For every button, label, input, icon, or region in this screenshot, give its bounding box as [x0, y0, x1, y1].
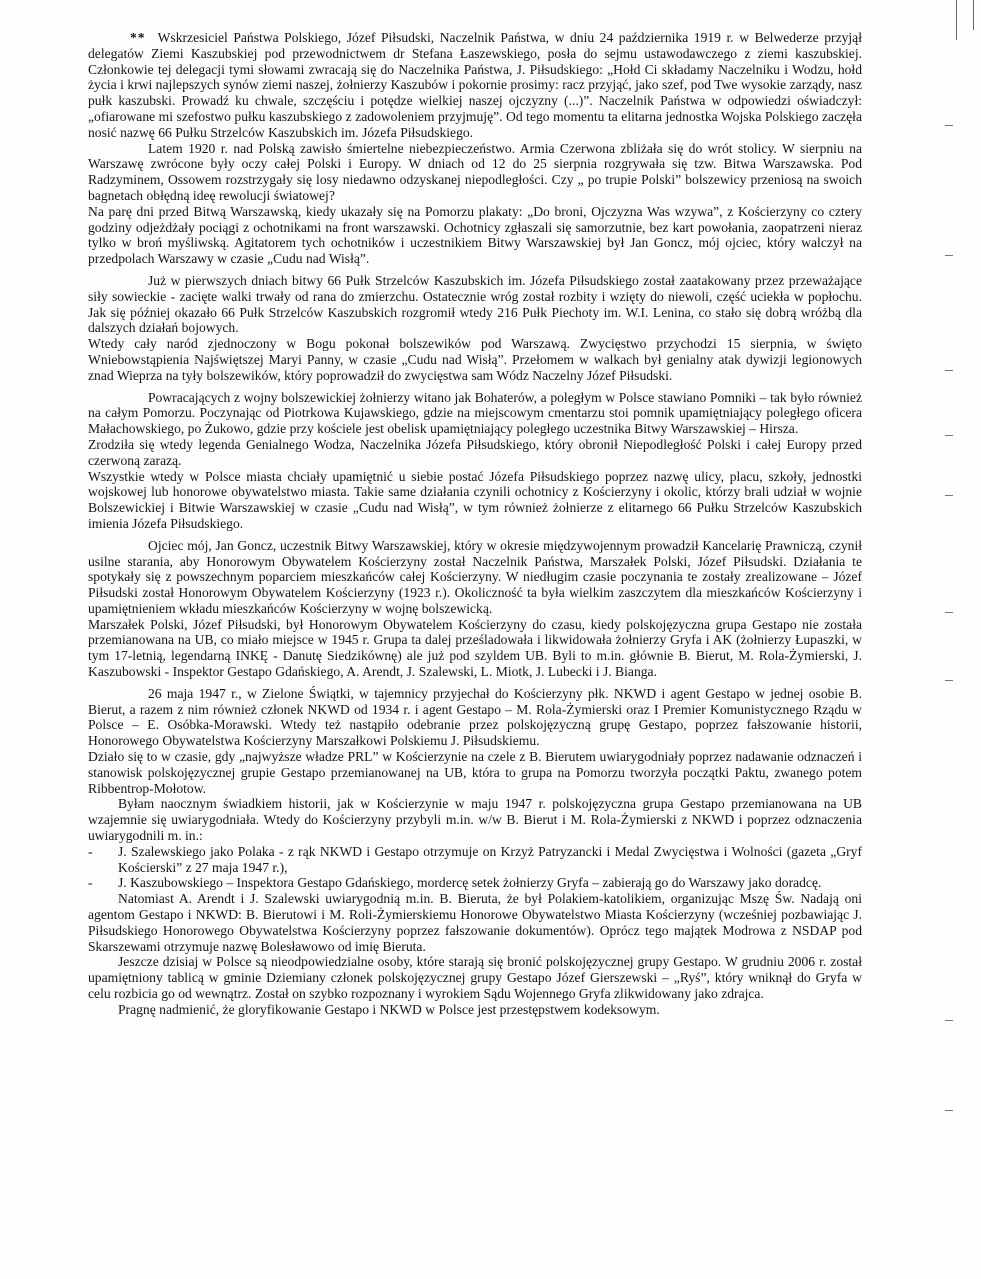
scan-edge-mark [945, 125, 953, 126]
list-bullet: - [88, 843, 93, 859]
scan-edge-mark [945, 435, 953, 436]
paragraph-4: Już w pierwszych dniach bitwy 66 Pułk Strzelców Kaszubskich im. Józefa Piłsudskiego został zaatakowany przez przeważające siły sowieckie - zacięte walki trwały od rana do zmierzchu. Ostatecznie wróg został rozbity i wzięty do niewoli, część uciekła w popłochu. Jak się później okazało 66 Pułk Strzelców Kaszubskich rozgromił wtedy 216 Pułk Piechoty im. W.I. Lenina, co stało się dobrą wróżbą dla dalszych działań bojowych. [88, 272, 862, 336]
paragraph-5: Wtedy cały naród zjednoczony w Bogu pokonał bolszewików pod Warszawą. Zwycięstwo przychodzi 15 sierpnia, w święto Wniebowstąpienia Najświętszej Maryi Panny, w czasie „Cudu nad Wisłą”. Przełomem w walkach był genialny atak dywizji legionowych znad Wieprza na tyły bolszewików, który poprowadził do zwycięstwa sam Wódz Naczelny Józef Piłsudski. [88, 336, 862, 383]
scan-edge-mark [945, 612, 953, 613]
closing-paragraph-3: Pragnę nadmienić, że gloryfikowanie Gestapo i NKWD w Polsce jest przestępstwem kodeksowym. [118, 1001, 660, 1017]
paragraph-8: Wszystkie wtedy w Polsce miasta chciały upamiętnić u siebie postać Józefa Piłsudskiego poprzez nazwę ulicy, placu, szkoły, jednostki wojskowej lub honorowe obywatelstwo miasta. Takie same działania czynili ochotnicy z Kościerzyny i okolic, którzy brali udział w wojnie Bolszewickiej i Bitwie Warszawskiej w czasie „Cudu nad Wisłą”, w tym również żołnierze z elitarnego 66 Pułku Strzelców Kaszubskich imienia Józefa Piłsudskiego. [88, 468, 862, 531]
paragraph-7: Zrodziła się wtedy legenda Genialnego Wodza, Naczelnika Józefa Piłsudskiego, który obronił Niepodległość Polski i całej Europy przed czerwoną zarazą. [88, 436, 862, 468]
paragraph-6: Powracających z wojny bolszewickiej żołnierzy witano jak Bohaterów, a poległym w Polsce stawiano Pomniki – tak było również na całym Pomorzu. Poczynając od Piotrkowa Kujawskiego, gdzie na miejscowym cmentarzu stoi pomnik upamiętniający poległego oficera Małachowskiego, po Żukowo, gdzie przy kościele jest obelisk upamiętniający poległego uczestnika Bitwy Warszawskiej – Hirsza. [88, 389, 862, 437]
list-item [88, 844, 862, 876]
list-item-text: J. Szalewskiego jako Polaka - z rąk NKWD i Gestapo otrzymuje on Krzyż Patryzancki i Medal Zwycięstwa i Wolności (gazeta „Gryf Kościerski” z 27 maja 1947 r.), [118, 843, 862, 875]
closing-paragraph-2: Jeszcze dzisiaj w Polsce są nieodpowiedzialne osoby, które starają się bronić polskojęzycznej grupy Gestapo. W grudniu 2006 r. został upamiętniony tablicą w gminie Dziemiany członek polskojęzycznej grupy Gestapo Józef Gierszewski – „Ryś”, który wniknął do Gryfa w celu rozbicia go od wewnątrz. Został on szybko rozpoznany i wyrokiem Sądu Wojennego Gryfa zlikwidowany jako zdrajca. [88, 954, 862, 1002]
scan-margin-marks [941, 0, 981, 1279]
paragraph-12: Działo się to w czasie, gdy „najwyższe władze PRL” w Kościerzynie na czele z B. Bierutem uwiarygodniały poprzez nadawanie odznaczeń i stanowisk polskojęzycznej grupie Gestapo przemianowanej na UB, która to grupa na Pomorzu tworzyła początki Paktu, zwanego potem Ribbentrop-Mołotow. [88, 749, 862, 796]
lead-mark: ** [130, 30, 146, 45]
scan-edge-mark [945, 680, 953, 681]
document-page [88, 30, 862, 1018]
scan-edge-mark [956, 0, 957, 40]
paragraph-2: Latem 1920 r. nad Polską zawisło śmiertelne niebezpieczeństwo. Armia Czerwona zbliżała się do wrót stolicy. W sierpniu na Warszawę zwrócone były oczy całej Polski i Europy. W dniach od 12 do 25 sierpnia rozgrywała się tzw. Bitwa Warszawska. Pod Radzyminem, Ossowem rozstrzygały się losy niedawno odzyskanej niepodległości. Czy „ po trupie Polski” bolszewicy przeniosą na swoich bagnetach obłędną ideę rewolucji światowej? [88, 140, 862, 203]
list-bullet: - [88, 875, 93, 891]
scan-edge-mark [945, 1020, 953, 1021]
scan-edge-mark [945, 1110, 953, 1111]
list-item-text: J. Kaszubowskiego – Inspektora Gestapo Gdańskiego, mordercę setek żołnierzy Gryfa – zabierają go do Warszawy jako doradcę. [118, 875, 822, 891]
scan-edge-mark [973, 0, 974, 30]
scan-edge-mark [945, 495, 953, 496]
scan-edge-mark [945, 370, 953, 371]
paragraph-3: Na parę dni przed Bitwą Warszawską, kiedy ukazały się na Pomorzu plakaty: „Do broni, Ojczyzna Was wzywa”, z Kościerzyny co cztery godziny odjeżdżały pociągi z ochotnikami na front warszawski. Ochotnicy zgłaszali się samorzutnie, bez kart powołania, zaopatrzeni nieraz tylko w broń myśliwską. Agitatorem tych ochotników i uczestnikiem Bitwy Warszawskiej był Jan Goncz, mój ojciec, który walczył na przedpolach Warszawy w czasie „Cudu nad Wisłą”. [88, 203, 862, 267]
paragraph-10: Marszałek Polski, Józef Piłsudski, był Honorowym Obywatelem Kościerzyny do czasu, kiedy polskojęzyczna grupa Gestapo nie została przemianowana na UB, co miało miejsce w 1945 r. Grupa ta dalej prześladowała i likwidowała żołnierzy Gryfa i AK (żołnierzy Łupaszki, w tym 17-letnią, legendarną INKĘ - Danutę Siedzikównę) ale już pod szyldem UB. Byli to m.in. głównie B. Bierut, M. Rola-Żymierski, J. Kaszubowski - Inspektor Gestapo Gdańskiego, A. Arendt, J. Szalewski, L. Miotk, J. Lubecki i J. Bianga. [88, 616, 862, 680]
closing-paragraph-1: Natomiast A. Arendt i J. Szalewski uwiarygodnią m.in. B. Bieruta, że był Polakiem-katolikiem, organizując Mszę Św. Nadają oni agentom Gestapo i NKWD: B. Bierutowi i M. Roli-Żymierskiemu Honorowe Obywatelstwo Miasta Kościerzyny (wcześniej pozbawiając J. Piłsudskiego Honorowego Obywatelstwa Kościerzyny poprzez fałszowanie dokumentów). Oprócz tego majątek Modrowa z NSDAP pod Skarszewami otrzymuje nazwę Bolesławowo od imię Bieruta. [88, 891, 862, 954]
list-item [88, 875, 862, 891]
paragraph-13: Byłam naocznym świadkiem historii, jak w Kościerzynie w maju 1947 r. polskojęzyczna grupa Gestapo przemianowana na UB wzajemnie się uwiarygodniała. Wtedy do Kościerzyny przybyli m.in. w/w B. Bierut i M. Rola-Żymierski z NKWD i poprzez odznaczenia uwiarygodnili m. in.: [88, 796, 862, 844]
scan-edge-mark [945, 255, 953, 256]
paragraph-11: 26 maja 1947 r., w Zielone Świątki, w tajemnicy przyjechał do Kościerzyny płk. NKWD i agent Gestapo w jednej osobie B. Bierut, a razem z nim również członek NKWD od 1934 r. i agent Gestapo – M. Rola-Żymierski oraz I Premier Komunistycznego Rządu w Polsce – E. Osóbka-Morawski. Wtedy też nastąpiło odebranie przez polskojęzyczną grupę Gestapo, poprzez fałszowanie historii, Honorowego Obywatelstwa Kościerzyny Marszałkowi Polskiemu J. Piłsudskiemu. [88, 685, 862, 749]
paragraph-1: ** Wskrzesiciel Państwa Polskiego, Józef Piłsudski, Naczelnik Państwa, w dniu 24 października 1919 r. w Belwederze przyjął delegatów Ziemi Kaszubskiej pod przewodnictwem dr Stefana Łaszewskiego, posła do sejmu ustawodawczego z ziemi kaszubskiej. Członkowie tej delegacji tymi słowami zwracają się do Naczelnika Państwa, J. Piłsudskiego: „Hołd Ci składamy Naczelniku i Wodzu, hołd życia i krwi najlepszych synów ziemi naszej, żołnierzy Kaszubów i pokornie prosimy: racz przyjąć, jako szef, pod Twe wysokie zarządy, nasz pułk kaszubski. Prowadź ku chwale, szczęściu i potędze wielkiej naszej ojczyzny (...)”. Naczelnik Państwa w odpowiedzi oświadczył: „ofiarowane mi szefostwo pułku kaszubskiego z zadowoleniem przyjmuję”. Od tego momentu ta elitarna jednostka Wojska Polskiego zaczęła nosić nazwę 66 Pułku Strzelców Kaszubskich im. Józefa Piłsudskiego. [88, 30, 862, 140]
paragraph-9: Ojciec mój, Jan Goncz, uczestnik Bitwy Warszawskiej, który w okresie międzywojennym prowadził Kancelarię Prawniczą, czynił usilne starania, aby Honorowym Obywatelem Kościerzyny został Naczelnik Państwa, Marszałek Polski, Józef Piłsudski. Działania te spotykały się z powszechnym poparciem mieszkańców całej Kościerzyny. W niedługim czasie poczynania te zostały zrealizowane – Józef Piłsudski został Honorowym Obywatelem Kościerzyny (1923 r.). Okoliczność ta była wielkim zaszczytem dla mieszkańców Kościerzyny i upamiętnieniem wkładu mieszkańców Kościerzyny w wojnę bolszewicką. [88, 537, 862, 616]
